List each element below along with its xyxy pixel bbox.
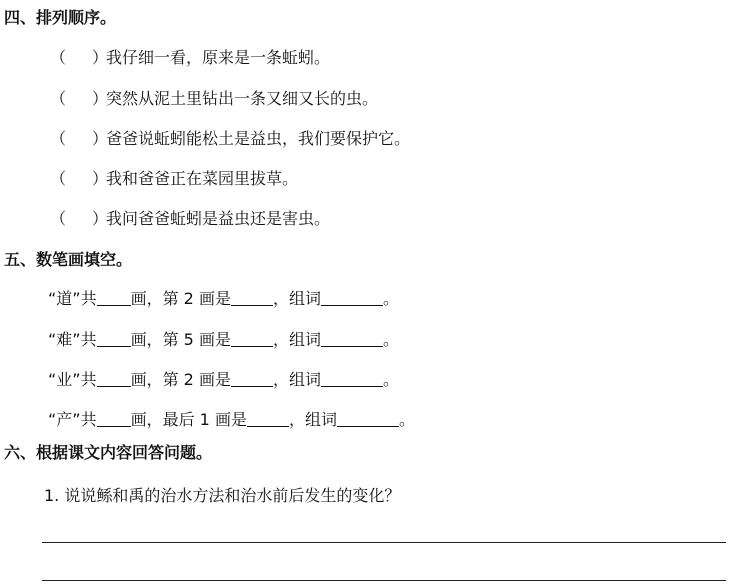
stroke-item-3: “业”共 画，第 2 画是 ，组词 。 xyxy=(48,370,399,389)
word-blank[interactable] xyxy=(321,289,383,306)
stroke-item-4: “产”共 画，最后 1 画是 ，组词 。 xyxy=(48,410,415,429)
order-answer-paren-3[interactable]: （ ） xyxy=(50,129,109,148)
stroke-count-blank[interactable] xyxy=(97,330,131,347)
order-answer-paren-4[interactable]: （ ） xyxy=(50,169,109,188)
order-item-4 xyxy=(50,169,298,189)
stroke-item-1: “道”共 画，第 2 画是 ，组词 。 xyxy=(48,289,399,308)
order-item-5 xyxy=(50,209,330,229)
answer-line-1[interactable] xyxy=(42,542,726,543)
answer-line-2[interactable] xyxy=(42,580,726,581)
stroke-blank[interactable] xyxy=(231,370,273,387)
stroke-item-2: “难”共 画，第 5 画是 ，组词 。 xyxy=(48,330,399,349)
stroke-blank[interactable] xyxy=(231,330,273,347)
order-item-text: 我仔细一看，原来是一条蚯蚓。 xyxy=(106,48,331,67)
stroke-blank[interactable] xyxy=(247,410,289,427)
order-item-text: 我问爸爸蚯蚓是益虫还是害虫。 xyxy=(106,209,331,228)
order-item-1 xyxy=(50,48,330,68)
word-blank[interactable] xyxy=(321,330,383,347)
question-1: 1. 说说鲧和禹的治水方法和治水前后发生的变化？ xyxy=(44,486,401,505)
order-item-3 xyxy=(50,129,410,149)
word-blank[interactable] xyxy=(337,410,399,427)
order-item-text: 突然从泥土里钻出一条又细又长的虫。 xyxy=(106,89,379,108)
stroke-count-blank[interactable] xyxy=(97,370,131,387)
word-blank[interactable] xyxy=(321,370,383,387)
order-item-2 xyxy=(50,89,378,109)
order-item-text: 爸爸说蚯蚓能松土是益虫，我们要保护它。 xyxy=(106,129,411,148)
section-5-heading: 五、数笔画填空。 xyxy=(4,250,133,269)
stroke-count-blank[interactable] xyxy=(97,410,131,427)
section-6-heading: 六、根据课文内容回答问题。 xyxy=(4,443,213,462)
order-answer-paren-1[interactable]: （ ） xyxy=(50,48,109,67)
order-answer-paren-5[interactable]: （ ） xyxy=(50,209,109,228)
stroke-count-blank[interactable] xyxy=(97,289,131,306)
section-4-heading: 四、排列顺序。 xyxy=(4,8,117,27)
order-answer-paren-2[interactable]: （ ） xyxy=(50,89,109,108)
order-item-text: 我和爸爸正在菜园里拔草。 xyxy=(106,169,299,188)
stroke-blank[interactable] xyxy=(231,289,273,306)
